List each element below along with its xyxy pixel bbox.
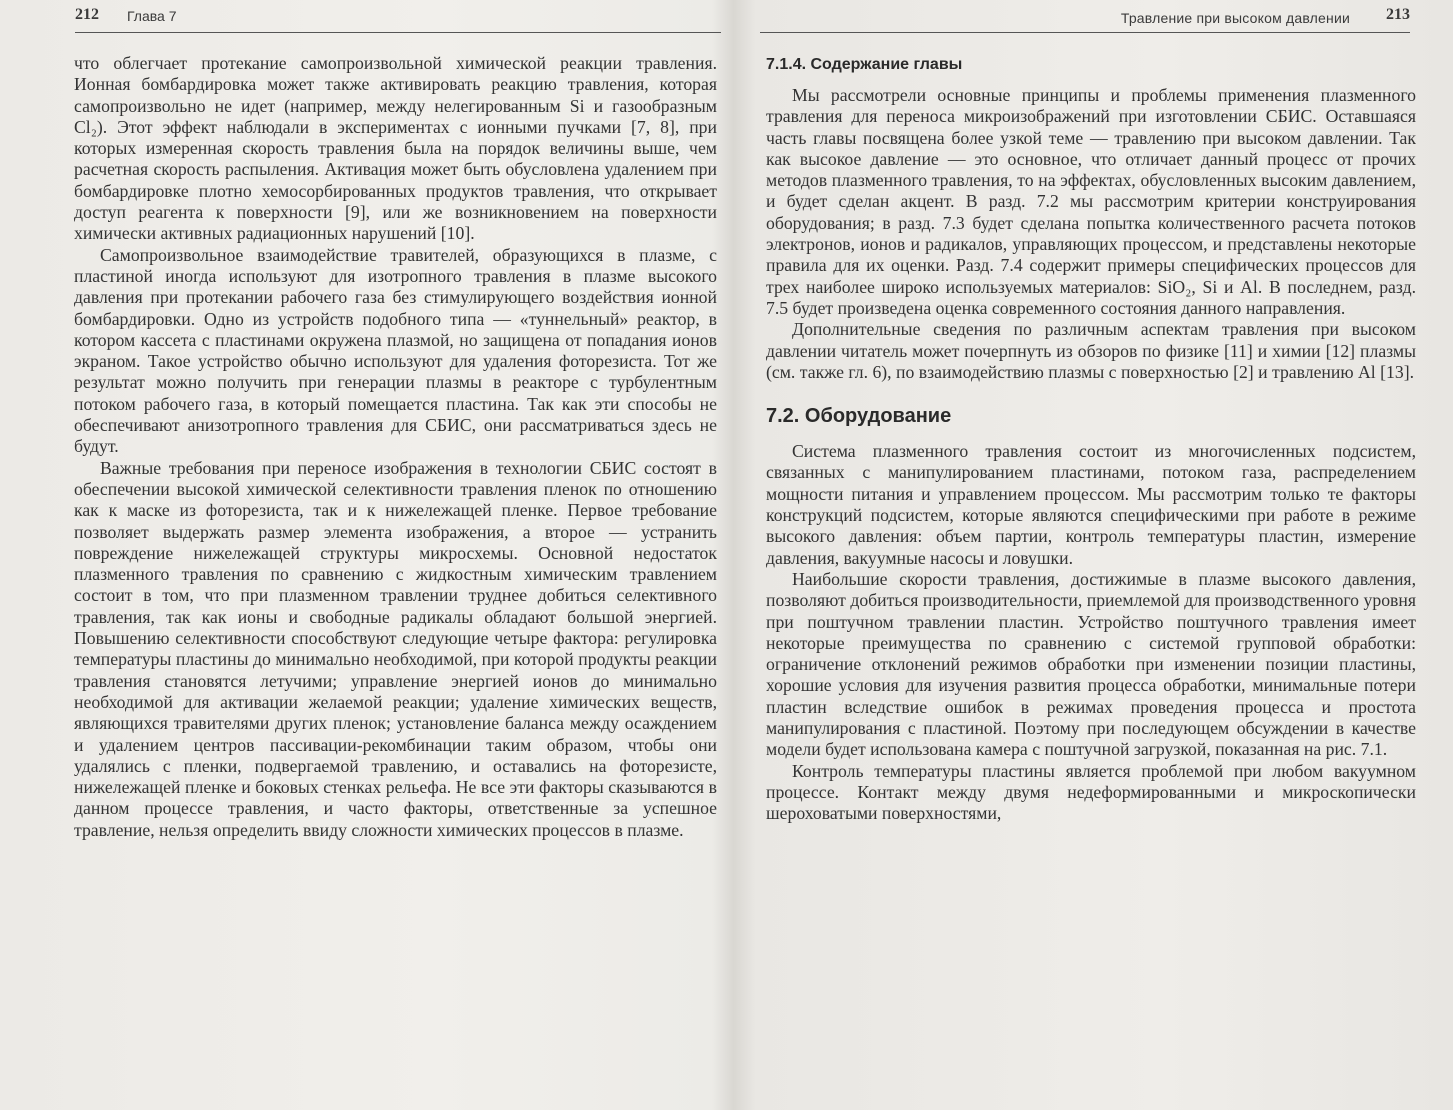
paragraph: Мы рассмотрели основные принципы и проблемы применения плазменного травления для переноса микроизображений при изготовлении СБИС. Оставшаяся часть главы посвящена более узкой теме — травлению при высоком давлении. Так как высокое давление — это основное, что отличает данный процесс от прочих методов плазменного травления, то на эффектах, обусловленных высоким давлением, и будет сделан акцент. В разд. 7.2 мы рассмотрим критерии конструирования оборудования; в разд. 7.3 будет сделана попытка количественного расчета потоков электронов, ионов и радикалов, управляющих процессом, и представлены некоторые правила для их оценки. Разд. 7.4 содержит примеры специфических процессов для трех наиболее широко используемых материалов: SiO₂, Si и Al. В последнем, разд. 7.5 будет произведена оценка современного состояния данного направления.	[766, 85, 1416, 318]
left-page-number: 212	[75, 6, 99, 23]
paragraph: Система плазменного травления состоит из многочисленных подсистем, связанных с манипулированием пластинами, потоком газа, распределением мощности питания и управлением процессом. Мы рассмотрим только те факторы конструкций подсистем, которые являются специфическими при работе в режиме высокого давления: объем партии, контроль температуры пластин, измерение давления, вакуумные насосы и ловушки.	[766, 441, 1416, 568]
section-heading: 7.2. Оборудование	[766, 405, 952, 428]
right-page-number: 213	[1386, 6, 1410, 23]
right-body-text	[766, 54, 1416, 825]
chapter-label: Глава 7	[127, 8, 177, 24]
paragraph: Дополнительные сведения по различным аспектам травления при высоком давлении читатель может почерпнуть из обзоров по физике [11] и химии [12] плазмы (см. также гл. 6), по взаимодействию плазмы с поверхностью [2] и травлению Al [13].	[766, 319, 1416, 382]
subsection-heading: 7.1.4. Содержание главы	[766, 56, 963, 73]
left-running-header	[75, 6, 721, 33]
left-page	[0, 0, 726, 1110]
right-page	[738, 0, 1453, 1110]
paragraph: Наибольшие скорости травления, достижимые в плазме высокого давления, позволяют добиться производительности, приемлемой для производственного уровня при поштучном травлении пластин. Устройство поштучного травления имеет некоторые преимущества по сравнению с системой групповой обработки: ограничение отклонений режимов обработки при изменении позиции пластины, хорошие условия для изучения развития процесса обработки, минимальные потери пластин вследствие ошибок в режимах проведения процесса и простота манипулирования с пластиной. Поэтому при последующем обсуждении в качестве модели будет использована камера с поштучной загрузкой, показанная на рис. 7.1.	[766, 568, 1416, 760]
paragraph: Самопроизвольное взаимодействие травителей, образующихся в плазме, с пластиной иногда используют для изотропного травления в плазме высокого давления при протекании рабочего газа без стимулирующего воздействия ионной бомбардировки. Одно из устройств подобного типа — «туннельный» реактор, в котором кассета с пластинами окружена плазмой, но защищена от попадания ионов экраном. Такое устройство обычно используют для удаления фоторезиста. Тот же результат можно получить при генерации плазмы в реакторе с турбулентным потоком рабочего газа, в который помещается пластина. Так как эти способы не обеспечивают анизотропного травления для СБИС, они рассматриваться здесь не будут.	[74, 244, 717, 457]
right-running-header	[760, 6, 1410, 33]
paragraph: Контроль температуры пластины является проблемой при любом вакуумном процессе. Контакт между двумя недеформированными и микроскопически шероховатыми поверхностями,	[766, 760, 1416, 824]
left-body-text	[74, 53, 717, 841]
running-title: Травление при высоком давлении	[1120, 10, 1350, 26]
paragraph: что облегчает протекание самопроизвольной химической реакции травления. Ионная бомбардировка может также активировать реакцию травления, которая самопроизвольно не идет (например, между нелегированным Si и газообразным Cl₂). Этот эффект наблюдали в экспериментах с ионными пучками [7, 8], при которых измеренная скорость травления была на порядок величины выше, чем расчетная скорость распыления. Активация может быть обусловлена удалением при бомбардировке плотно хемосорбированных продуктов травления, что открывает доступ реагента к поверхности [9], или же возникновением на поверхности химически активных радиационных нарушений [10].	[74, 53, 717, 244]
paragraph: Важные требования при переносе изображения в технологии СБИС состоят в обеспечении высокой химической селективности травления пленок по отношению как к маске из фоторезиста, так и к нижележащей пленке. Первое требование позволяет выдержать размер элемента изображения, а второе — устранить повреждение нижележащей структуры микросхемы. Основной недостаток плазменного травления по сравнению с жидкостным химическим травлением состоит в том, что при плазменном травлении труднее добиться селективного травления, так как ионы и свободные радикалы обладают большой энергией. Повышению селективности способствуют следующие четыре фактора: регулировка температуры пластины до минимально необходимой, при которой продукты реакции травления становятся летучими; управление энергией ионов до минимально необходимой для активации желаемой реакции; удаление химических веществ, являющихся травителями других пленок; установление баланса между осаждением и удалением центров пассивации-рекомбинации таким образом, чтобы они удалялись с пленки, подвергаемой травлению, и оставались на фоторезисте, нижележащей пленке и боковых стенках рельефа. Не все эти факторы сказываются в данном процессе травления, и часто факторы, ответственные за успешное травление, нельзя определить ввиду сложности химических процессов в плазме.	[74, 457, 717, 840]
